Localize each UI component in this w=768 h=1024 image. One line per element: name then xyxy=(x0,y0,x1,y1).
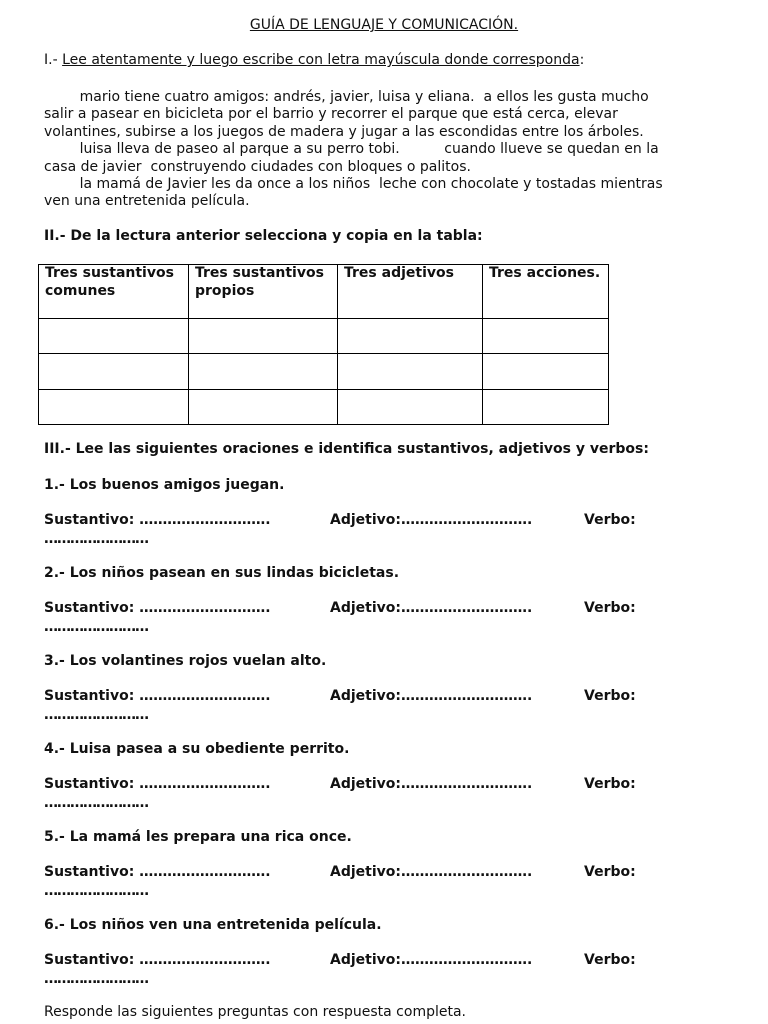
table-header-cell: Tres sustantivos propios xyxy=(189,265,338,319)
reading-line: salir a pasear en bicicleta por el barrio y recorrer el parque que está cerca, elevar xyxy=(44,106,618,123)
adjective-answer-field[interactable]: Adjetivo:………………………. xyxy=(330,512,533,528)
adjective-answer-field[interactable]: Adjetivo:………………………. xyxy=(330,776,533,792)
table-row xyxy=(39,389,609,424)
table-cell[interactable] xyxy=(483,389,609,424)
section-3-title: III.- Lee las siguientes oraciones e identifica sustantivos, adjetivos y verbos: xyxy=(44,441,649,457)
table-header-cell: Tres adjetivos xyxy=(338,265,483,319)
table-row xyxy=(39,318,609,353)
table-cell[interactable] xyxy=(338,389,483,424)
sentence: 1.- Los buenos amigos juegan. xyxy=(44,477,285,493)
adjective-answer-field[interactable]: Adjetivo:………………………. xyxy=(330,952,533,968)
table-cell[interactable] xyxy=(483,318,609,353)
table-header-cell: Tres sustantivos comunes xyxy=(39,265,189,319)
section-2-title: II.- De la lectura anterior selecciona y copia en la tabla: xyxy=(44,228,483,244)
verb-answer-line[interactable]: …………………… xyxy=(44,531,148,547)
table-cell[interactable] xyxy=(39,389,189,424)
verb-answer-field[interactable]: Verbo: xyxy=(584,600,636,616)
table-header-cell: Tres acciones. xyxy=(483,265,609,319)
reading-line: la mamá de Javier les da once a los niños leche con chocolate y tostadas mientras xyxy=(44,176,663,193)
verb-answer-field[interactable]: Verbo: xyxy=(584,688,636,704)
reading-line: luisa lleva de paseo al parque a su perro tobi. cuando llueve se quedan en la xyxy=(44,141,659,158)
noun-answer-field[interactable]: Sustantivo: ………………………. xyxy=(44,864,271,880)
reading-passage xyxy=(44,89,663,211)
table-cell[interactable] xyxy=(39,354,189,389)
adjective-answer-field[interactable]: Adjetivo:………………………. xyxy=(330,864,533,880)
verb-answer-field[interactable]: Verbo: xyxy=(584,776,636,792)
verb-answer-line[interactable]: …………………… xyxy=(44,795,148,811)
verb-answer-field[interactable]: Verbo: xyxy=(584,864,636,880)
noun-answer-field[interactable]: Sustantivo: ………………………. xyxy=(44,512,271,528)
verb-answer-line[interactable]: …………………… xyxy=(44,619,148,635)
table-header-row xyxy=(39,265,609,319)
verb-answer-line[interactable]: …………………… xyxy=(44,971,148,987)
section-1-colon: : xyxy=(579,52,585,68)
noun-answer-field[interactable]: Sustantivo: ………………………. xyxy=(44,688,271,704)
table-cell[interactable] xyxy=(39,318,189,353)
table-cell[interactable] xyxy=(189,389,338,424)
answer-table xyxy=(38,264,609,425)
verb-answer-line[interactable]: …………………… xyxy=(44,883,148,899)
sentence: 3.- Los volantines rojos vuelan alto. xyxy=(44,653,327,669)
sentence: 5.- La mamá les prepara una rica once. xyxy=(44,829,352,845)
verb-answer-field[interactable]: Verbo: xyxy=(584,512,636,528)
verb-answer-field[interactable]: Verbo: xyxy=(584,952,636,968)
reading-line: ven una entretenida película. xyxy=(44,193,250,210)
footer-instruction: Responde las siguientes preguntas con respuesta completa. xyxy=(44,1004,466,1020)
table-cell[interactable] xyxy=(338,354,483,389)
adjective-answer-field[interactable]: Adjetivo:………………………. xyxy=(330,688,533,704)
sentence: 4.- Luisa pasea a su obediente perrito. xyxy=(44,741,350,757)
noun-answer-field[interactable]: Sustantivo: ………………………. xyxy=(44,952,271,968)
table-cell[interactable] xyxy=(189,354,338,389)
reading-line: casa de javier construyendo ciudades con bloques o palitos. xyxy=(44,158,471,175)
table-cell[interactable] xyxy=(189,318,338,353)
sentence: 6.- Los niños ven una entretenida película. xyxy=(44,917,382,933)
noun-answer-field[interactable]: Sustantivo: ………………………. xyxy=(44,600,271,616)
table-row xyxy=(39,354,609,389)
section-1-number: I.- xyxy=(44,52,63,68)
sentence: 2.- Los niños pasean en sus lindas bicicletas. xyxy=(44,565,400,581)
table-cell[interactable] xyxy=(338,318,483,353)
reading-line: mario tiene cuatro amigos: andrés, javier, luisa y eliana. a ellos les gusta mucho xyxy=(44,89,649,105)
page-title: GUÍA DE LENGUAJE Y COMUNICACIÓN. xyxy=(249,17,519,33)
table-cell[interactable] xyxy=(483,354,609,389)
section-1-text: Lee atentamente y luego escribe con letra mayúscula donde corresponda xyxy=(62,52,580,68)
verb-answer-line[interactable]: …………………… xyxy=(44,707,148,723)
adjective-answer-field[interactable]: Adjetivo:………………………. xyxy=(330,600,533,616)
noun-answer-field[interactable]: Sustantivo: ………………………. xyxy=(44,776,271,792)
section-1-instruction xyxy=(44,52,584,68)
reading-line: volantines, subirse a los juegos de madera y jugar a las escondidas entre los árboles. xyxy=(44,123,644,140)
